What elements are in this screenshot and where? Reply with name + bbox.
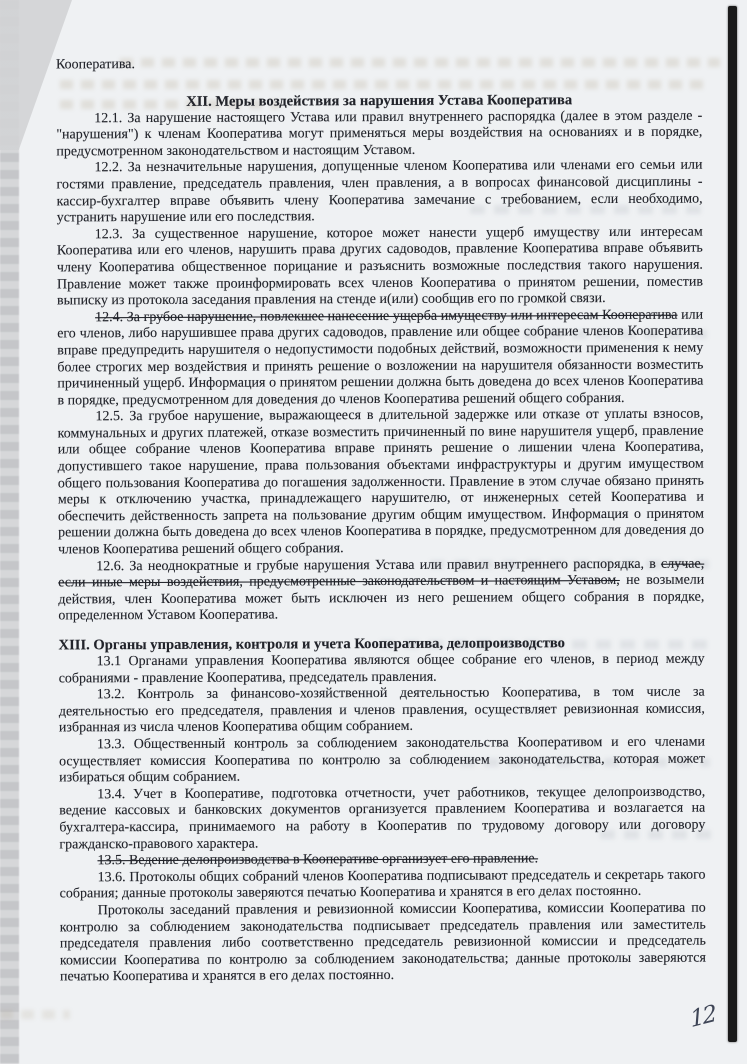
- text-segment: 12.5. За грубое нарушение, выражающееся в длительной задержке или отказе от уплаты взносов, коммунальных и других платежей, отказе возместить причиненный по вине нарушителя ущерб, правление или общее собрание членов Кооператива вправе принять решение о лишении члена Кооператива, допустившего такое нарушение, права пользования объектами инфраструктуры и другим имуществом общего пользования Кооператива до погашения задолженности. Правление в этом случае обязано принять меры к отключению участка, принадлежащего нарушителю, от инженерных сетей Кооператива и обеспечить действенность запрета на пользование другим общим имуществом. Информация о принятом решении должна быть доведена до всех членов Кооператива в порядке, предусмотренном для доведения до членов Кооператива решений общего собрания.: [57, 406, 705, 558]
- struck-text-segment: случае, если иные меры воздействия, предусмотренные законодательством и настоящим Уставом,: [58, 556, 705, 591]
- text-segment: 12.2. За незначительные нарушения, допущенные членом Кооператива или членами его семьи или гостями правление, председатель правления, член правления, а в вопросах финансовой дисциплины - кассир-бухгалтер вправе объявить члену Кооператива замечание с требованием, если необходимо, устранить нарушение или его последствия.: [56, 157, 703, 226]
- paragraph: [60, 900, 706, 986]
- text-segment: 13.2. Контроль за финансово-хозяйственной деятельностью Кооператива, в том числе за деятельностью его председателя, правления и членов правления, осуществляет ревизионная комиссия, избранная из числа членов Кооператива общим собранием.: [58, 684, 705, 736]
- scan-left-margin-strip: [0, 0, 19, 1064]
- paragraph: [59, 784, 705, 853]
- paragraph: [59, 685, 705, 738]
- handwritten-page-number: 12: [689, 1000, 717, 1034]
- text-segment: не возымели действия, член Кооператива может быть исключен из него решением общего собрания в порядке, определенном Уставом Кооператива.: [58, 572, 705, 624]
- struck-text-segment: 12.4. За грубое нарушение, повлекшее нанесение ущерба имуществу или интересам Кооператива: [95, 307, 678, 325]
- text-segment: 13.4. Учет в Кооперативе, подготовка отчетности, учет работников, текущее делопроизводство, ведение кассовых и банковских документов организуется правлением Кооператива и возлагается на бухгалтера-кассира, принимаемого на работу в Кооператив по трудовому договору или договору гражданско-правового характера.: [59, 784, 706, 852]
- paragraph: [58, 556, 704, 625]
- section-heading: XII. Меры воздействия за нарушения Устава Кооператива: [186, 91, 573, 110]
- struck-text-segment: 13.5. Ведение делопроизводства в Кооперативе организует его правление.: [97, 851, 539, 869]
- section-heading: XIII. Органы управления, контроля и учета Кооператива, делопроизводство: [58, 635, 565, 654]
- document-content: [56, 55, 706, 987]
- paragraph: [56, 108, 702, 161]
- document-body: [56, 91, 706, 986]
- text-segment: Протоколы заседаний правления и ревизионной комиссии Кооператива, комиссии Кооператива по контролю за соблюдением законодательства подписывает председатель правления или заместитель председателя правления либо соответственно председатель ревизионной комиссии и председатель комиссии Кооператива по контролю за соблюдением законодательства; данные протоколы заверяются печатью Кооператива и хранятся в его делах постоянно.: [59, 900, 706, 985]
- text-segment: 12.1. За нарушение настоящего Устава или правил внутреннего распорядка (далее в этом разделе - "нарушения") к членам Кооператива могут применяться меры воздействия на основаниях и в порядке, предусмотренном законодательством и настоящим Уставом.: [56, 108, 703, 160]
- text-segment: 13.3. Общественный контроль за соблюдением законодательства Кооперативом и его членами осуществляет комиссия Кооператива по контролю за соблюдением законодательства, которая может избираться общим собранием.: [59, 734, 706, 786]
- paragraph: [57, 224, 703, 310]
- paragraph: [58, 407, 705, 559]
- paragraph: [56, 158, 702, 227]
- text-segment: или его членов, либо нарушившее права других садоводов, правление или общее собрание членов Кооператива вправе предупредить нарушителя о недопустимости подобных действий, возможности применения к нему более строгих мер воздействия и принять решение о возложении на нарушителя обязанности возместить причиненный ущерб. Информация о принятом решении должна быть доведена до всех членов Кооператива в порядке, предусмотренном для доведения до членов Кооператива решений общего собрания.: [57, 307, 704, 409]
- paragraph: [60, 867, 706, 903]
- paragraph: [57, 307, 703, 409]
- text-segment: 12.6. За неоднократные и грубые нарушения Устава или правил внутреннего распорядка, в: [96, 556, 662, 574]
- scan-binding-bar: [728, 6, 737, 1042]
- text-segment: 13.1 Органами управления Кооператива являются общее собрание его членов, в период между собраниями - правление Кооператива, председатель правления.: [58, 651, 705, 687]
- text-segment: 12.3. За существенное нарушение, которое может нанести ущерб имуществу или интересам Кооператива или его членов, нарушить права других садоводов, правление Кооператива вправе объявить члену Кооператива общественное порицание и разъяснить возможные последствия такого нарушения. Правление может также проинформировать всех членов Кооператива о принятом решении, поместив выписку из протокола заседания правления на стенде и(или) сообщив его по громкой связи.: [56, 224, 703, 309]
- intro-line: Кооператива.: [55, 57, 135, 73]
- paragraph: [59, 652, 705, 688]
- paragraph: [59, 735, 705, 788]
- text-segment: 13.6. Протоколы общих собраний членов Кооператива подписывают председатель и секретарь такого собрания; данные протоколы заверяются печатью Кооператива и хранятся в его делах постоянно.: [59, 867, 706, 902]
